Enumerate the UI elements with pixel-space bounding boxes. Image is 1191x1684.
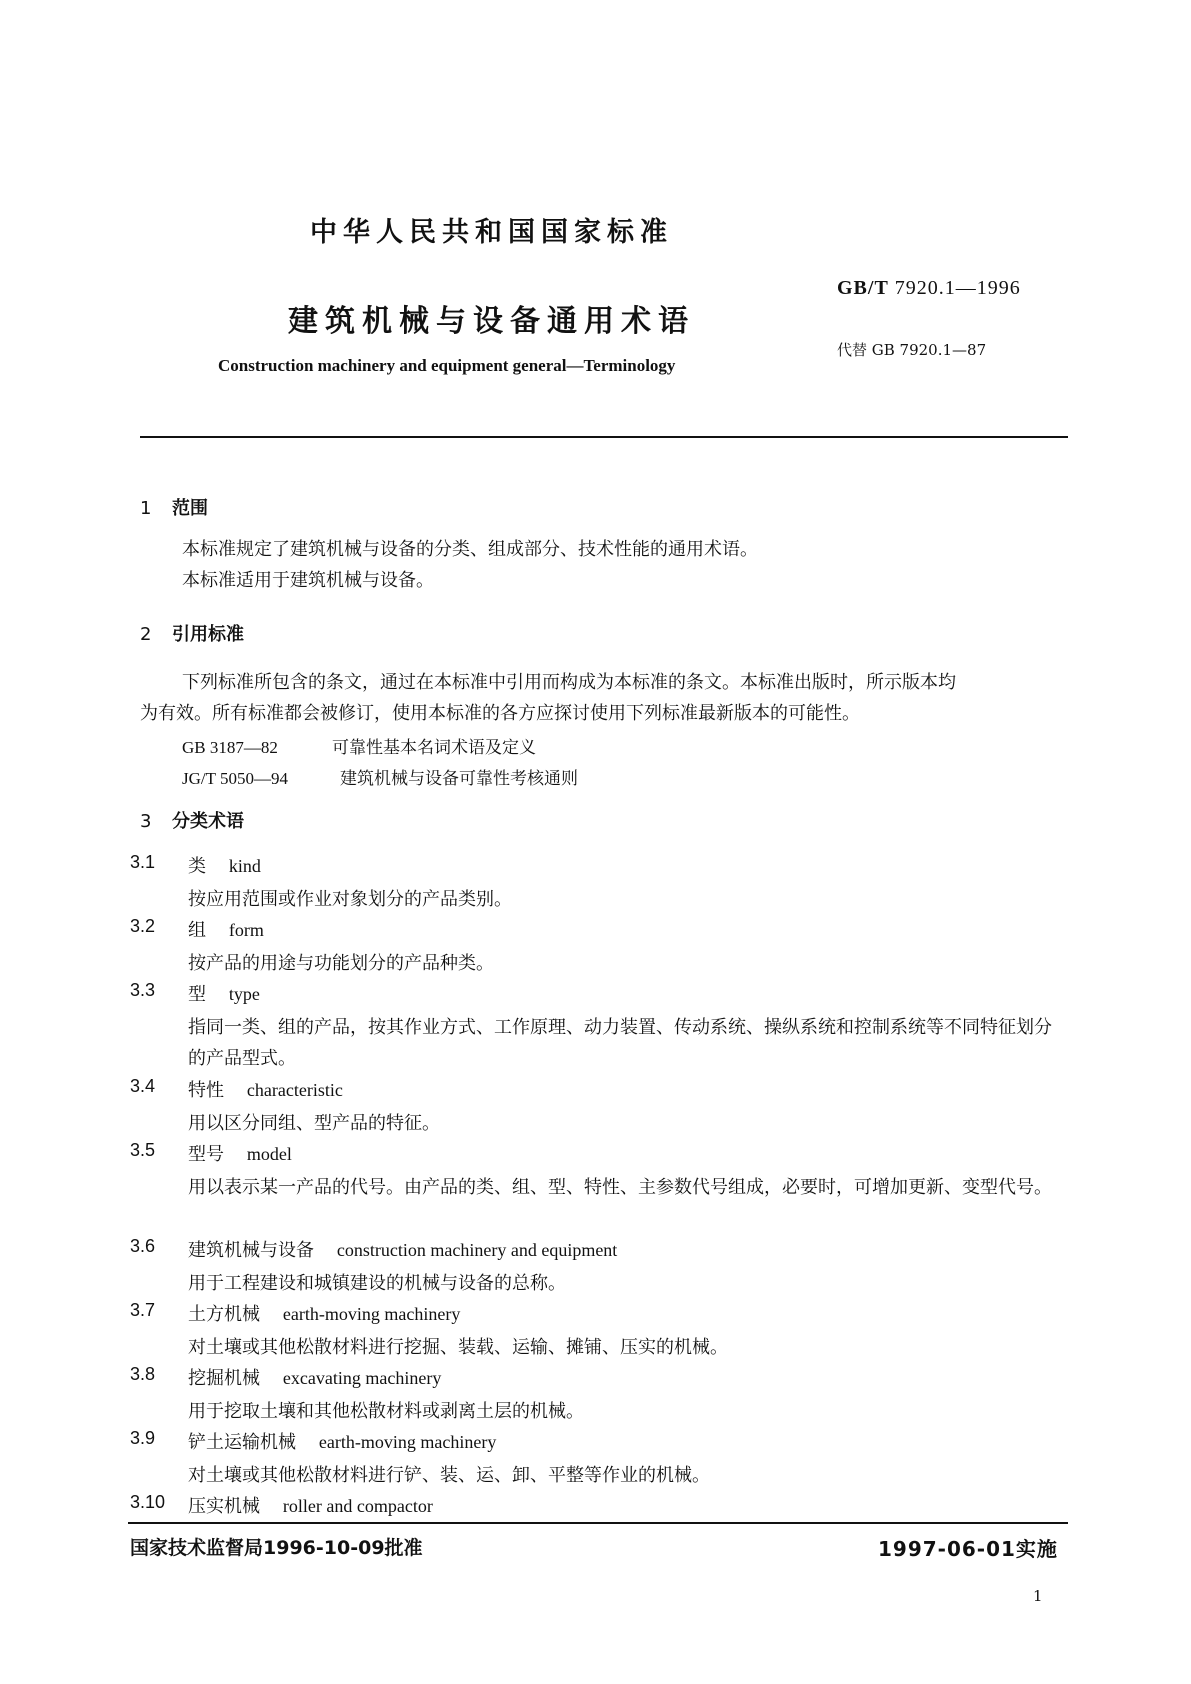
section-2-heading (140, 620, 244, 646)
term-3-9 (130, 1428, 1030, 1454)
term-definition: 用于挖取土壤和其他松散材料或剥离土层的机械。 (188, 1401, 584, 1422)
section-title: 范围 (172, 498, 208, 519)
term-definition: 用于工程建设和城镇建设的机械与设备的总称。 (188, 1273, 566, 1294)
term-name: 组 form (188, 920, 264, 941)
section-1-paragraph: 本标准适用于建筑机械与设备。 (182, 570, 434, 591)
term-number: 3.10 (130, 1492, 166, 1512)
term-name: 挖掘机械 excavating machinery (188, 1368, 442, 1389)
reference-item (182, 764, 578, 789)
term-number: 3.4 (130, 1076, 156, 1096)
implementation-date: 1997-06-01实施 (878, 1537, 1058, 1561)
document-title-en: Construction machinery and equipment general—Terminology (218, 356, 676, 375)
term-definition: 用以表示某一产品的代号。由产品的类、组、型、特性、主参数代号组成，必要时，可增加更新、变型代号。 (188, 1177, 1052, 1198)
term-3-7 (130, 1300, 1030, 1326)
term-3-6 (130, 1236, 1030, 1262)
term-english: form (228, 920, 264, 940)
section-2-paragraph: 下列标准所包含的条文，通过在本标准中引用而构成为本标准的条文。本标准出版时，所示版本均 (182, 672, 956, 693)
term-english: roller and compactor (282, 1496, 433, 1516)
term-3-5 (130, 1140, 1030, 1166)
term-number: 3.1 (130, 852, 156, 872)
term-name: 型 type (188, 984, 260, 1005)
term-definition: 按产品的用途与功能划分的产品种类。 (188, 953, 494, 974)
national-standard-heading: 中华人民共和国国家标准 (310, 217, 673, 248)
term-name: 型号 model (188, 1144, 292, 1165)
term-definition: 对土壤或其他松散材料进行挖掘、装载、运输、摊铺、压实的机械。 (188, 1337, 728, 1358)
term-number: 3.3 (130, 980, 156, 1000)
term-definition: 指同一类、组的产品，按其作业方式、工作原理、动力装置、传动系统、操纵系统和控制系统等不同特征划分的产品型式。 (188, 1017, 1052, 1069)
section-1-paragraph: 本标准规定了建筑机械与设备的分类、组成部分、技术性能的通用术语。 (182, 539, 758, 560)
term-name: 铲土运输机械 earth-moving machinery (188, 1432, 497, 1453)
reference-item (182, 733, 536, 758)
standard-prefix: GB/T (837, 277, 889, 299)
term-name: 建筑机械与设备 construction machinery and equipment (188, 1240, 618, 1261)
term-english: earth-moving machinery (318, 1432, 497, 1452)
term-english: characteristic (246, 1080, 343, 1100)
term-number: 3.7 (130, 1300, 156, 1320)
section-3-heading (140, 807, 244, 833)
term-3-10 (130, 1492, 1030, 1518)
term-english: type (228, 984, 260, 1004)
term-definition: 按应用范围或作业对象划分的产品类别。 (188, 889, 512, 910)
term-definition: 用以区分同组、型产品的特征。 (188, 1113, 440, 1134)
replaces-standard: 代替 GB 7920.1—87 (837, 341, 987, 359)
section-2-paragraph: 为有效。所有标准都会被修订，使用本标准的各方应探讨使用下列标准最新版本的可能性。 (140, 703, 860, 724)
term-3-4 (130, 1076, 1030, 1102)
standard-number (837, 277, 1021, 300)
term-3-3 (130, 980, 1030, 1006)
term-number: 3.2 (130, 916, 156, 936)
section-title: 分类术语 (172, 811, 244, 832)
section-1-heading (140, 494, 208, 520)
term-english: construction machinery and equipment (336, 1240, 618, 1260)
term-name: 压实机械 roller and compactor (188, 1496, 433, 1517)
standard-code: 7920.1—1996 (894, 277, 1021, 299)
term-english: excavating machinery (282, 1368, 442, 1388)
term-english: kind (228, 856, 261, 876)
reference-code: JG/T 5050—94 (182, 769, 288, 788)
term-definition: 对土壤或其他松散材料进行铲、装、运、卸、平整等作业的机械。 (188, 1465, 710, 1486)
section-number: 1 (140, 498, 152, 519)
reference-title: 可靠性基本名词术语及定义 (332, 738, 536, 758)
term-name: 特性 characteristic (188, 1080, 343, 1101)
term-name: 类 kind (188, 856, 261, 877)
approval-date: 国家技术监督局1996-10-09批准 (130, 1537, 423, 1559)
term-number: 3.6 (130, 1236, 156, 1256)
document-title-zh: 建筑机械与设备通用术语 (288, 304, 695, 339)
term-name: 土方机械 earth-moving machinery (188, 1304, 461, 1325)
section-title: 引用标准 (172, 624, 244, 645)
term-english: earth-moving machinery (282, 1304, 461, 1324)
term-3-8 (130, 1364, 1030, 1390)
reference-code: GB 3187—82 (182, 738, 278, 757)
term-number: 3.9 (130, 1428, 156, 1448)
term-3-1 (130, 852, 1030, 878)
term-number: 3.5 (130, 1140, 156, 1160)
term-english: model (246, 1144, 292, 1164)
term-number: 3.8 (130, 1364, 156, 1384)
section-number: 2 (140, 624, 152, 645)
footer-divider (128, 1522, 1068, 1524)
reference-title: 建筑机械与设备可靠性考核通则 (340, 769, 578, 789)
section-number: 3 (140, 811, 152, 832)
header-divider (140, 436, 1068, 438)
page-number: 1 (1033, 1587, 1043, 1605)
term-3-2 (130, 916, 1030, 942)
